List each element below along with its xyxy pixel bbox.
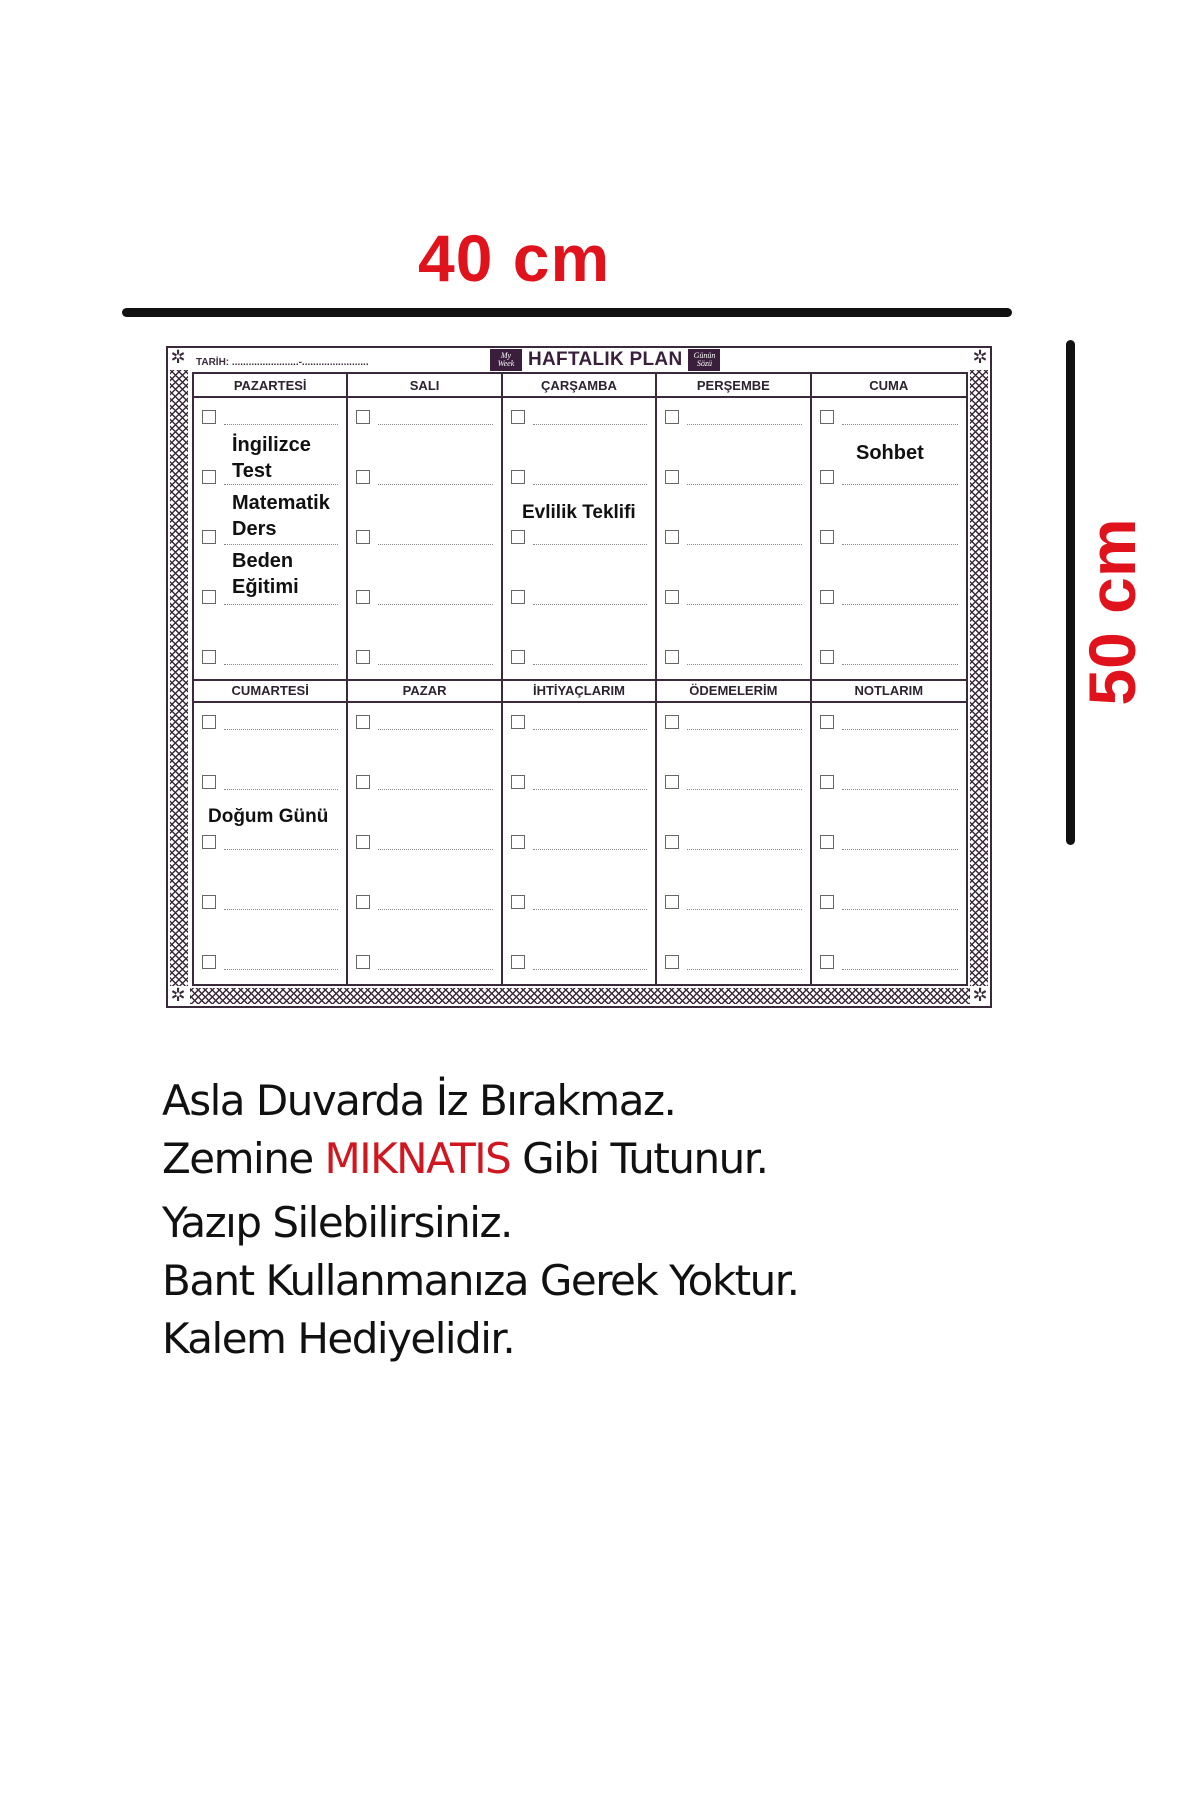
- weekday-row: [194, 374, 966, 681]
- dotted-writing-line: [687, 484, 801, 485]
- caption-line: Bant Kullanmanıza Gerek Yoktur.: [162, 1256, 799, 1305]
- checklist-line: [511, 650, 647, 666]
- dotted-writing-line: [378, 484, 492, 485]
- dotted-writing-line: [378, 969, 492, 970]
- checkbox[interactable]: [511, 715, 525, 729]
- corner-ornament-icon: ✲: [972, 347, 988, 368]
- checklist-line: [820, 590, 958, 606]
- checkbox[interactable]: [202, 895, 216, 909]
- dotted-writing-line: [687, 544, 801, 545]
- dotted-writing-line: [224, 849, 338, 850]
- caption-accent-text: MIKNATIS: [324, 1134, 511, 1183]
- dotted-writing-line: [842, 484, 958, 485]
- checklist-line: [511, 835, 647, 851]
- checkbox[interactable]: [356, 650, 370, 664]
- dotted-writing-line: [533, 729, 647, 730]
- note-pazartesi-line: Test: [232, 460, 272, 482]
- checkbox[interactable]: [820, 590, 834, 604]
- checkbox[interactable]: [820, 410, 834, 424]
- dotted-writing-line: [224, 484, 338, 485]
- column-header: SALI: [348, 374, 500, 398]
- checkbox[interactable]: [820, 530, 834, 544]
- checkbox[interactable]: [202, 410, 216, 424]
- checklist-line: [202, 410, 338, 426]
- dotted-writing-line: [224, 664, 338, 665]
- height-dimension-label: 50 cm: [1075, 518, 1149, 706]
- right-border-pattern: [970, 370, 988, 986]
- column-header: PAZARTESİ: [194, 374, 346, 398]
- checkbox[interactable]: [820, 895, 834, 909]
- date-field-label: TARİH: ........................-........................: [196, 357, 369, 368]
- checkbox[interactable]: [202, 835, 216, 849]
- checkbox[interactable]: [511, 410, 525, 424]
- checklist-line: [665, 955, 801, 971]
- dotted-writing-line: [378, 604, 492, 605]
- checklist-line: [356, 895, 492, 911]
- checklist-line: [511, 590, 647, 606]
- checkbox[interactable]: [356, 470, 370, 484]
- dotted-writing-line: [687, 909, 801, 910]
- checklist-line: [356, 955, 492, 971]
- column-odemelerim: [657, 679, 811, 984]
- column-sali: [348, 374, 502, 679]
- checklist-line: [511, 530, 647, 546]
- checkbox[interactable]: [665, 410, 679, 424]
- note-cumartesi: Doğum Günü: [208, 806, 329, 827]
- checklist-line: [511, 895, 647, 911]
- checklist-line: [820, 410, 958, 426]
- column-header: CUMA: [812, 374, 966, 398]
- note-carsamba: Evlilik Teklifi: [522, 502, 636, 523]
- corner-ornament-icon: ✲: [972, 985, 988, 1006]
- checklist-line: [665, 775, 801, 791]
- checklist-line: [202, 835, 338, 851]
- note-pazartesi-line: İngilizce: [232, 434, 311, 456]
- dotted-writing-line: [378, 424, 492, 425]
- caption-text: Gibi Tutunur.: [510, 1134, 768, 1183]
- planner-header: [190, 348, 970, 372]
- column-header: PAZAR: [348, 679, 500, 703]
- my-week-badge: [490, 349, 522, 371]
- corner-ornament-icon: ✲: [170, 347, 186, 368]
- dotted-writing-line: [842, 789, 958, 790]
- checkbox[interactable]: [820, 470, 834, 484]
- dotted-writing-line: [687, 849, 801, 850]
- dotted-writing-line: [687, 969, 801, 970]
- caption-line: [162, 1130, 799, 1188]
- checkbox[interactable]: [665, 835, 679, 849]
- checklist-line: [511, 955, 647, 971]
- dotted-writing-line: [378, 664, 492, 665]
- checklist-line: [356, 835, 492, 851]
- checkbox[interactable]: [356, 955, 370, 969]
- checkbox[interactable]: [511, 590, 525, 604]
- checkbox[interactable]: [356, 715, 370, 729]
- planner-title: HAFTALIK PLAN: [528, 349, 683, 370]
- caption-line: Yazıp Silebilirsiniz.: [162, 1198, 512, 1247]
- planner-title-group: [490, 349, 720, 371]
- checkbox[interactable]: [356, 410, 370, 424]
- dotted-writing-line: [687, 604, 801, 605]
- checkbox[interactable]: [511, 530, 525, 544]
- checkbox[interactable]: [202, 590, 216, 604]
- column-header: ÇARŞAMBA: [503, 374, 655, 398]
- checklist-line: [202, 715, 338, 731]
- badge-text: Günün: [693, 351, 716, 360]
- checkbox[interactable]: [665, 955, 679, 969]
- checkbox[interactable]: [202, 530, 216, 544]
- checklist-line: [356, 775, 492, 791]
- checkbox[interactable]: [356, 895, 370, 909]
- checklist-line: [511, 410, 647, 426]
- caption-line: Asla Duvarda İz Bırakmaz.: [162, 1076, 676, 1125]
- dotted-writing-line: [533, 424, 647, 425]
- checklist-line: [511, 470, 647, 486]
- width-dimension-line: [122, 308, 1012, 317]
- dotted-writing-line: [378, 544, 492, 545]
- checkbox[interactable]: [202, 650, 216, 664]
- weekly-planner-board: [166, 346, 992, 1008]
- dotted-writing-line: [533, 544, 647, 545]
- dotted-writing-line: [224, 729, 338, 730]
- checkbox[interactable]: [356, 530, 370, 544]
- checklist-line: [820, 955, 958, 971]
- column-header: PERŞEMBE: [657, 374, 809, 398]
- column-header: İHTİYAÇLARIM: [503, 679, 655, 703]
- dotted-writing-line: [224, 604, 338, 605]
- note-pazartesi-line: Matematik: [232, 492, 330, 514]
- column-ihtiyaclarim: [503, 679, 657, 984]
- dotted-writing-line: [533, 604, 647, 605]
- checklist-line: [820, 470, 958, 486]
- badge-text: Week: [497, 359, 515, 368]
- dotted-writing-line: [378, 909, 492, 910]
- planner-grid: [192, 372, 968, 986]
- checkbox[interactable]: [511, 835, 525, 849]
- checkbox[interactable]: [820, 650, 834, 664]
- dotted-writing-line: [533, 849, 647, 850]
- checkbox[interactable]: [511, 955, 525, 969]
- checklist-line: [511, 775, 647, 791]
- dotted-writing-line: [687, 729, 801, 730]
- dotted-writing-line: [842, 849, 958, 850]
- checklist-line: [356, 470, 492, 486]
- left-border-pattern: [170, 370, 188, 986]
- dotted-writing-line: [687, 664, 801, 665]
- note-pazartesi-line: Ders: [232, 518, 277, 540]
- checklist-line: [665, 470, 801, 486]
- dotted-writing-line: [842, 729, 958, 730]
- checklist-line: [356, 530, 492, 546]
- column-pazar: [348, 679, 502, 984]
- column-notlarim: [812, 679, 966, 984]
- checklist-line: [665, 590, 801, 606]
- column-header: NOTLARIM: [812, 679, 966, 703]
- dotted-writing-line: [378, 729, 492, 730]
- checklist-line: [820, 530, 958, 546]
- caption-text: Zemine: [162, 1134, 325, 1183]
- checkbox[interactable]: [820, 835, 834, 849]
- column-persembe: [657, 374, 811, 679]
- checklist-line: [356, 650, 492, 666]
- checkbox[interactable]: [665, 715, 679, 729]
- dotted-writing-line: [378, 789, 492, 790]
- checklist-line: [356, 715, 492, 731]
- dotted-writing-line: [842, 664, 958, 665]
- gunun-sozu-badge: [688, 349, 720, 371]
- checkbox[interactable]: [665, 650, 679, 664]
- checklist-line: [356, 410, 492, 426]
- bottom-border-pattern: [190, 988, 970, 1004]
- note-pazartesi-line: Eğitimi: [232, 576, 299, 598]
- dotted-writing-line: [533, 664, 647, 665]
- checklist-line: [665, 650, 801, 666]
- dotted-writing-line: [842, 604, 958, 605]
- dotted-writing-line: [842, 909, 958, 910]
- checklist-line: [820, 895, 958, 911]
- checklist-line: [511, 715, 647, 731]
- checkbox[interactable]: [665, 590, 679, 604]
- checkbox[interactable]: [820, 775, 834, 789]
- checkbox[interactable]: [356, 775, 370, 789]
- checkbox[interactable]: [356, 590, 370, 604]
- width-dimension-label: 40 cm: [418, 221, 611, 295]
- checkbox[interactable]: [202, 715, 216, 729]
- checklist-line: [820, 650, 958, 666]
- caption-line: Kalem Hediyelidir.: [162, 1314, 515, 1363]
- checkbox[interactable]: [511, 470, 525, 484]
- badge-text: My: [500, 351, 512, 360]
- checkbox[interactable]: [665, 470, 679, 484]
- dotted-writing-line: [687, 424, 801, 425]
- note-pazartesi-line: Beden: [232, 550, 294, 572]
- dotted-writing-line: [224, 544, 338, 545]
- dotted-writing-line: [842, 969, 958, 970]
- checklist-line: [665, 410, 801, 426]
- checkbox[interactable]: [665, 775, 679, 789]
- checkbox[interactable]: [202, 955, 216, 969]
- checkbox[interactable]: [202, 470, 216, 484]
- dotted-writing-line: [842, 544, 958, 545]
- checklist-line: [202, 650, 338, 666]
- dotted-writing-line: [533, 969, 647, 970]
- dotted-writing-line: [378, 849, 492, 850]
- column-cuma: [812, 374, 966, 679]
- checkbox[interactable]: [511, 895, 525, 909]
- column-cumartesi: [194, 679, 348, 984]
- weekend-and-lists-row: [194, 679, 966, 984]
- checklist-line: [665, 530, 801, 546]
- checklist-line: [202, 775, 338, 791]
- checklist-line: [820, 715, 958, 731]
- dotted-writing-line: [687, 789, 801, 790]
- checkbox[interactable]: [356, 835, 370, 849]
- column-header: ÖDEMELERİM: [657, 679, 809, 703]
- checkbox[interactable]: [665, 895, 679, 909]
- checklist-line: [665, 895, 801, 911]
- dotted-writing-line: [224, 969, 338, 970]
- checklist-line: [665, 715, 801, 731]
- column-header: CUMARTESİ: [194, 679, 346, 703]
- corner-ornament-icon: ✲: [170, 985, 186, 1006]
- feature-captions: [162, 1072, 799, 1368]
- dotted-writing-line: [224, 909, 338, 910]
- note-cuma: Sohbet: [856, 442, 924, 464]
- checklist-line: [356, 590, 492, 606]
- checklist-line: [202, 895, 338, 911]
- checklist-line: [202, 955, 338, 971]
- checkbox[interactable]: [665, 530, 679, 544]
- checkbox[interactable]: [202, 775, 216, 789]
- dotted-writing-line: [842, 424, 958, 425]
- dotted-writing-line: [224, 424, 338, 425]
- checkbox[interactable]: [820, 715, 834, 729]
- badge-text: Sözü: [696, 359, 713, 368]
- dotted-writing-line: [224, 789, 338, 790]
- checklist-line: [665, 835, 801, 851]
- dotted-writing-line: [533, 909, 647, 910]
- checkbox[interactable]: [511, 650, 525, 664]
- checklist-line: [820, 775, 958, 791]
- checklist-line: [820, 835, 958, 851]
- checkbox[interactable]: [820, 955, 834, 969]
- dotted-writing-line: [533, 789, 647, 790]
- checkbox[interactable]: [511, 775, 525, 789]
- column-carsamba: [503, 374, 657, 679]
- dotted-writing-line: [533, 484, 647, 485]
